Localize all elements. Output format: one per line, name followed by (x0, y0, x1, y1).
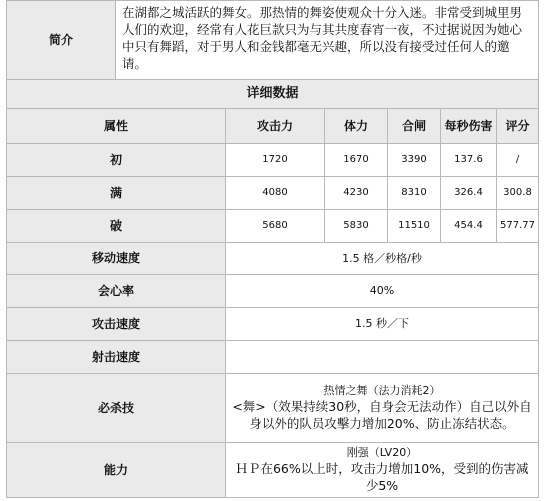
attack-speed-value: 1.5 秒／下 (225, 307, 539, 341)
ability-desc: ＨＰ在66%以上时，攻击力增加10%，受到的伤害减少5% (235, 461, 529, 494)
ability-label: 能力 (6, 442, 226, 498)
stats-cell: 1720 (225, 143, 325, 177)
stats-cell: 4230 (324, 176, 388, 210)
attack-speed-label: 攻击速度 (6, 307, 226, 341)
stats-cell: / (496, 143, 539, 177)
stats-cell: 8310 (387, 176, 441, 210)
crit-rate-label: 会心率 (6, 274, 226, 308)
ability-value (225, 442, 539, 498)
stats-row-label-initial: 初 (6, 143, 226, 177)
section-title: 详细数据 (6, 79, 539, 109)
stats-header-hp: 体力 (324, 108, 388, 144)
move-speed-label: 移动速度 (6, 242, 226, 275)
shoot-speed-value (225, 340, 539, 374)
stats-row-label-max: 满 (6, 176, 226, 210)
ability-title: 刚强（LV20） (346, 445, 418, 459)
stats-cell: 1670 (324, 143, 388, 177)
move-speed-value: 1.5 格／秒格/秒 (225, 242, 539, 275)
stats-cell: 454.4 (440, 209, 497, 243)
stats-cell: 11510 (387, 209, 441, 243)
special-skill-label: 必杀技 (6, 373, 226, 443)
crit-rate-value: 40% (225, 274, 539, 308)
stats-header-dps: 每秒伤害 (440, 108, 497, 144)
intro-label: 简介 (6, 0, 116, 80)
stats-cell: 5680 (225, 209, 325, 243)
stats-cell: 326.4 (440, 176, 497, 210)
stats-row-label-break: 破 (6, 209, 226, 243)
stats-cell: 300.8 (496, 176, 539, 210)
stats-header-attr: 属性 (6, 108, 226, 144)
special-skill-value (225, 373, 539, 443)
stats-header-score: 评分 (496, 108, 539, 144)
intro-text: 在湖都之城活跃的舞女。那热情的舞姿使观众十分入迷。非常受到城里男人们的欢迎，经常有人花巨款只为与其共度春宵一夜，不过据说因为她心中只有舞蹈，对于男人和金钱都毫无兴趣，所以没有接受过任何人的邀请。 (115, 0, 539, 80)
stats-header-attack: 攻击力 (225, 108, 325, 144)
shoot-speed-label: 射击速度 (6, 340, 226, 374)
special-skill-title: 热情之舞（法力消耗2） (323, 383, 441, 397)
stats-cell: 3390 (387, 143, 441, 177)
stats-header-total: 合闸 (387, 108, 441, 144)
stats-cell: 5830 (324, 209, 388, 243)
stats-cell: 577.77 (496, 209, 539, 243)
stats-cell: 4080 (225, 176, 325, 210)
stats-cell: 137.6 (440, 143, 497, 177)
special-skill-desc: <舞>（效果持续30秒，自身会无法动作）自己以外自身以外的队员攻擊力增加20%、防止冻结状态。 (232, 399, 532, 432)
